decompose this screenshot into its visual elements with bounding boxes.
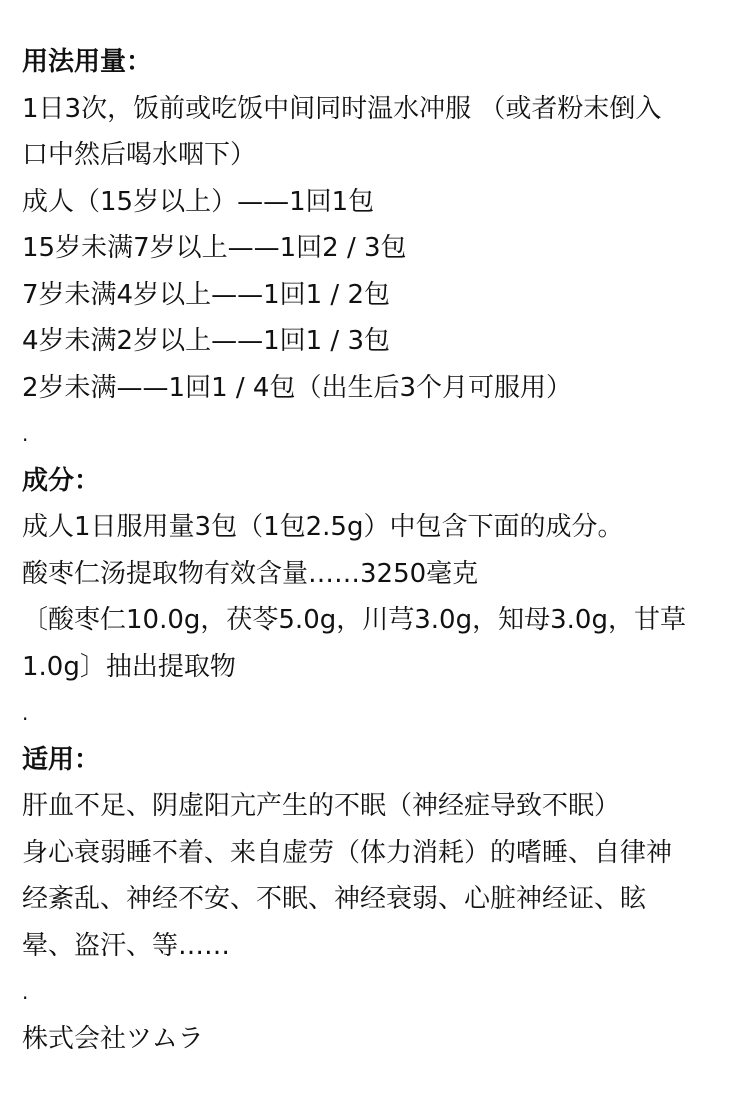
indications-line: 经紊乱、神经不安、不眠、神经衰弱、心脏神经证、眩 xyxy=(22,884,647,914)
section-separator: . xyxy=(22,980,29,1004)
section-separator: . xyxy=(22,422,29,446)
indications-line: 晕、盗汗、等…… xyxy=(22,930,231,961)
usage-heading: 用法用量： xyxy=(22,47,153,77)
indications-line: 肝血不足、阴虚阳亢产生的不眠（神经症导致不眠） xyxy=(22,791,621,821)
ingredients-line: 酸枣仁汤提取物有效含量……3250毫克 xyxy=(22,558,479,589)
ingredients-line: 成人1日服用量3包（1包2.5g）中包含下面的成分。 xyxy=(22,512,624,542)
usage-line: 7岁未满4岁以上——1回1 / 2包 xyxy=(22,279,390,310)
indications-heading: 适用： xyxy=(22,744,101,775)
usage-line: 成人（15岁以上）——1回1包 xyxy=(22,186,375,217)
usage-line: 2岁未满——1回1 / 4包（出生后3个月可服用） xyxy=(22,372,572,403)
usage-line: 口中然后喝水咽下） xyxy=(22,140,257,170)
usage-line: 15岁未满7岁以上——1回2 / 3包 xyxy=(22,233,407,263)
usage-line: 4岁未满2岁以上——1回1 / 3包 xyxy=(22,326,390,356)
company-name: 株式会社ツムラ xyxy=(22,1023,204,1054)
usage-line: 1日3次，饭前或吃饭中间同时温水冲服 （或者粉末倒入 xyxy=(22,93,662,124)
section-separator: . xyxy=(22,701,29,725)
indications-line: 身心衰弱睡不着、来自虚劳（体力消耗）的嗜睡、自律神 xyxy=(22,837,673,868)
ingredients-line: 〔酸枣仁10.0g，茯苓5.0g，川芎3.0g，知母3.0g，甘草 xyxy=(22,605,686,635)
ingredients-heading: 成分： xyxy=(22,465,101,496)
ingredients-line: 1.0g〕抽出提取物 xyxy=(22,651,236,682)
